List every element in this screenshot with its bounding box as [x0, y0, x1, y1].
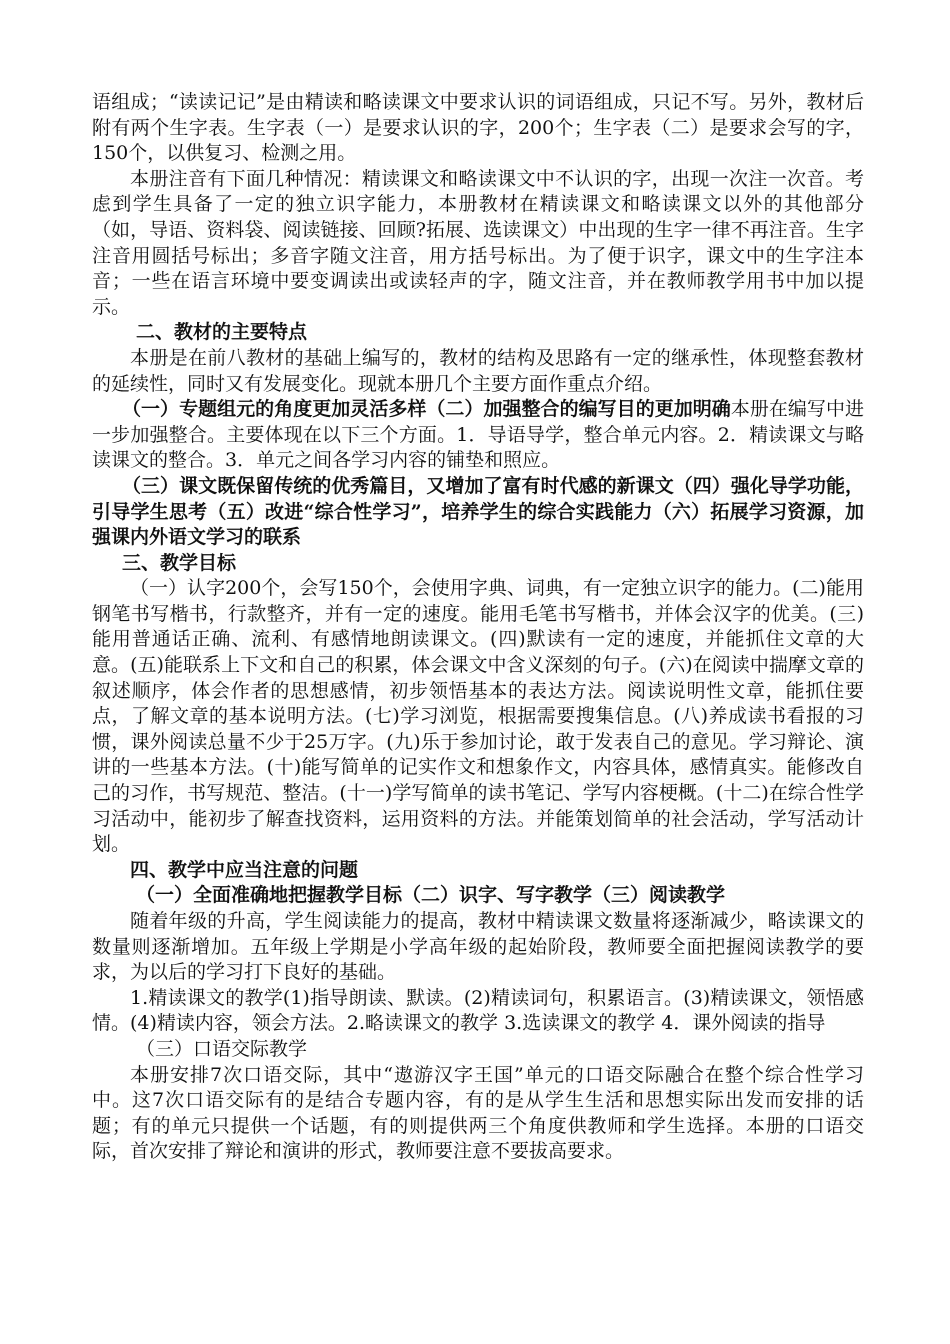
paragraph-text: 本册在编写中进一步加强整合。主要体现在以下三个方面。1．导语导学，整合单元内容。2．精读课文与略读课文的整合。3．单元之间各学习内容的铺垫和照应。 [92, 398, 864, 472]
section-heading: 四、教学中应当注意的问题 [130, 858, 359, 881]
document-body [92, 90, 864, 1165]
paragraph: 本册是在前八教材的基础上编写的，教材的结构及思路有一定的继承性，体现整套教材的延续性，同时又有发展变化。现就本册几个主要方面作重点介绍。 [92, 346, 864, 395]
section-heading: 三、教学目标 [122, 551, 237, 574]
bold-lead: （一）专题组元的角度更加灵活多样（二）加强整合的编写目的更加明确 [122, 398, 731, 421]
subsection-heading: （三）口语交际教学 [136, 1037, 308, 1060]
bold-paragraph: （三）课文既保留传统的优秀篇目，又增加了富有时代感的新课文（四）强化导学功能，引导学生思考（五）改进“综合性学习”，培养学生的综合实践能力（六）拓展学习资源，加强课内外语文学习的联系 [92, 474, 864, 549]
paragraph: 本册注音有下面几种情况：精读课文和略读课文中不认识的字，出现一次注一次音。考虑到学生具备了一定的独立识字能力，本册教材在精读课文和略读课文以外的其他部分（如，导语、资料袋、阅读链接、回顾?拓展、选读课文）中出现的生字一律不再注音。生字注音用圆括号标出；多音字随文注音，用方括号标出。为了便于识字，课文中的生字注本音；一些在语言环境中要变调读出或读轻声的字，随文注音，并在教师教学用书中加以提示。 [92, 167, 864, 318]
paragraph [92, 397, 864, 474]
section-heading: 二、教材的主要特点 [136, 321, 308, 344]
paragraph: 随着年级的升高，学生阅读能力的提高，教材中精读课文数量将逐渐减少，略读课文的数量则逐渐增加。五年级上学期是小学高年级的起始阶段，教师要全面把握阅读教学的要求，为以后的学习打下良好的基础。 [92, 910, 864, 984]
paragraph: （一）认字200个，会写150个，会使用字典、词典，有一定独立识字的能力。(二)能用钢笔书写楷书，行款整齐，并有一定的速度。能用毛笔书写楷书，并体会汉字的优美。(三)能用普通话正确、流利、有感情地朗读课文。(四)默读有一定的速度，并能抓住文章的大意。(五)能联系上下文和自己的积累，体会课文中含义深刻的句子。(六)在阅读中揣摩文章的叙述顺序，体会作者的思想感情，初步领悟基本的表达方法。阅读说明性文章，能抓住要点，了解文章的基本说明方法。(七)学习浏览，根据需要搜集信息。(八)养成读书看报的习惯，课外阅读总量不少于25万字。(九)乐于参加讨论，敢于发表自己的意见。学习辩论、演讲的一些基本方法。(十)能写简单的记实作文和想象作文，内容具体，感情真实。能修改自己的习作，书写规范、整洁。(十一)学写简单的读书笔记、学写内容梗概。(十二)在综合性学习活动中，能初步了解查找资料，运用资料的方法。并能策划简单的社会活动，学写活动计划。 [92, 577, 864, 856]
subsection-heading: （一）全面准确地把握教学目标（二）识字、写字教学（三）阅读教学 [136, 884, 726, 907]
paragraph: 1.精读课文的教学(1)指导朗读、默读。(2)精读词句，积累语言。(3)精读课文，领悟感情。(4)精读内容，领会方法。2.略读课文的教学 3.选读课文的教学 4．课外阅读的指导 [92, 986, 864, 1035]
paragraph: 本册安排7次口语交际，其中“遨游汉字王国”单元的口语交际融合在整个综合性学习中。这7次口语交际有的是结合专题内容，有的是从学生生活和思想实际出发而安排的话题；有的单元只提供一个话题，有的则提供两三个角度供教师和学生选择。本册的口语交际，首次安排了辩论和演讲的形式，教师要注意不要拔高要求。 [92, 1063, 864, 1163]
paragraph: 语组成；“读读记记”是由精读和略读课文中要求认识的词语组成，只记不写。另外，教材后附有两个生字表。生字表（一）是要求认识的字，200个；生字表（二）是要求会写的字，150个，以供复习、检测之用。 [92, 91, 864, 165]
